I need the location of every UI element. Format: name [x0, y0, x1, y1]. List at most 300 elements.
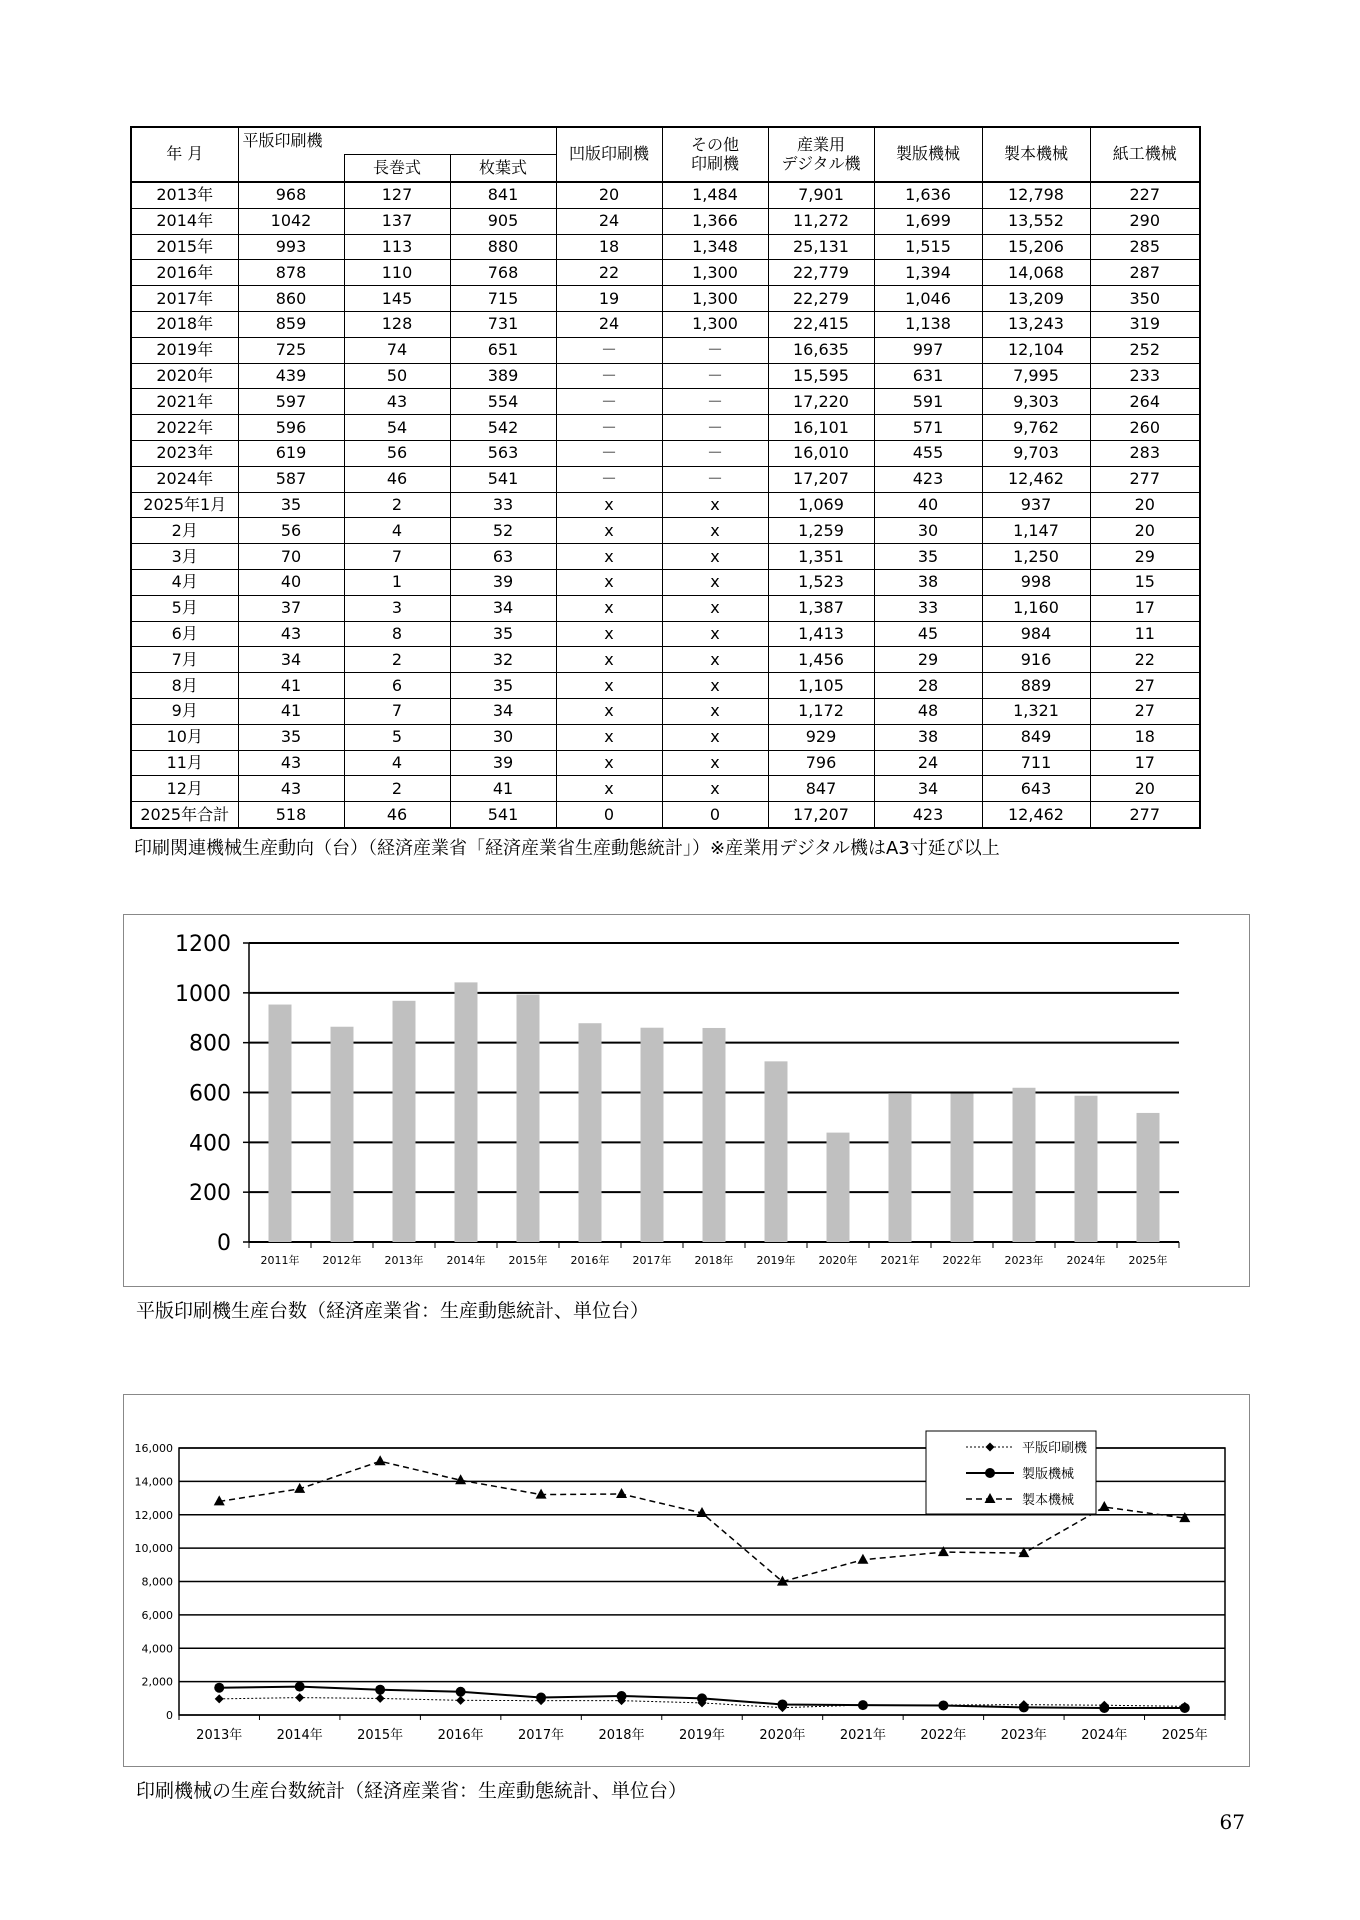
bar [455, 982, 478, 1242]
table-cell: 22 [556, 260, 662, 286]
table-cell: 34 [450, 698, 556, 724]
bar [765, 1061, 788, 1242]
table-cell: 1,259 [768, 518, 874, 544]
row-label: 2月 [131, 518, 238, 544]
table-row [131, 595, 1200, 621]
bar [269, 1005, 292, 1242]
row-label: 6月 [131, 621, 238, 647]
table-cell: 35 [874, 544, 982, 570]
x-tick-label: 2016年 [437, 1728, 484, 1743]
table-cell: 15 [1090, 569, 1200, 595]
table-cell: － [556, 415, 662, 441]
row-label: 8月 [131, 673, 238, 699]
table-row [131, 389, 1200, 415]
table-cell: 40 [874, 492, 982, 518]
table-cell: 43 [238, 750, 344, 776]
table-cell: x [662, 776, 768, 802]
table-cell: 929 [768, 724, 874, 750]
series-point [375, 1455, 386, 1465]
table-cell: 22 [1090, 647, 1200, 673]
legend-marker [985, 1468, 995, 1478]
table-cell: x [556, 698, 662, 724]
table-cell: 43 [238, 776, 344, 802]
table-cell: 3 [344, 595, 450, 621]
legend-label: 製版機械 [1022, 1467, 1075, 1482]
table-cell: 63 [450, 544, 556, 570]
series-point [857, 1554, 868, 1564]
table-cell: 518 [238, 802, 344, 828]
table-cell: 878 [238, 260, 344, 286]
x-tick-label: 2019年 [678, 1728, 726, 1743]
table-cell: 29 [874, 647, 982, 673]
table-cell: 48 [874, 698, 982, 724]
table-cell: 2 [344, 776, 450, 802]
table-cell: － [662, 389, 768, 415]
header-platemaking: 製版機械 [874, 127, 982, 182]
table-cell: 731 [450, 311, 556, 337]
table-cell: 17 [1090, 750, 1200, 776]
x-tick-label: 2015年 [357, 1728, 404, 1743]
table-cell: 20 [1090, 492, 1200, 518]
table-cell: 796 [768, 750, 874, 776]
table-cell: 17,220 [768, 389, 874, 415]
table-cell: x [662, 673, 768, 699]
table-cell: 56 [238, 518, 344, 544]
y-tick-label: 800 [189, 1031, 231, 1057]
table-cell: 587 [238, 466, 344, 492]
table-cell: 20 [1090, 776, 1200, 802]
table-cell: － [662, 363, 768, 389]
table-cell: 46 [344, 802, 450, 828]
table-cell: 0 [662, 802, 768, 828]
table-cell: 423 [874, 466, 982, 492]
table-cell: 7,901 [768, 182, 874, 208]
table-cell: 5 [344, 724, 450, 750]
row-label: 2023年 [131, 440, 238, 466]
table-cell: x [662, 698, 768, 724]
table-cell: 33 [450, 492, 556, 518]
table-cell: 4 [344, 750, 450, 776]
row-label: 2022年 [131, 415, 238, 441]
y-tick-label: 2,000 [141, 1675, 173, 1689]
table-cell: 30 [874, 518, 982, 544]
header-offset-total [238, 155, 344, 183]
table-cell: 128 [344, 311, 450, 337]
table-cell: 33 [874, 595, 982, 621]
table-cell: 46 [344, 466, 450, 492]
table-cell: x [556, 492, 662, 518]
table-cell: 28 [874, 673, 982, 699]
table-cell: 631 [874, 363, 982, 389]
table-cell: 1,300 [662, 311, 768, 337]
x-tick-label: 2023年 [1000, 1728, 1047, 1743]
table-cell: 1,250 [982, 544, 1090, 570]
series-point [697, 1693, 707, 1703]
table-cell: 1,351 [768, 544, 874, 570]
table-cell: x [556, 724, 662, 750]
table-cell: 37 [238, 595, 344, 621]
table-cell: 20 [1090, 518, 1200, 544]
y-tick-label: 200 [189, 1181, 231, 1207]
row-label: 9月 [131, 698, 238, 724]
x-tick-label: 2017年 [518, 1728, 565, 1743]
series-point [1099, 1703, 1109, 1713]
table-cell: 35 [450, 621, 556, 647]
x-tick-label: 2018年 [598, 1728, 645, 1743]
table-cell: x [556, 750, 662, 776]
series-point [1019, 1702, 1029, 1712]
table-cell: 20 [556, 182, 662, 208]
table-cell: 41 [238, 698, 344, 724]
table-cell: 1,699 [874, 208, 982, 234]
y-tick-label: 0 [217, 1231, 231, 1256]
table-cell: － [556, 389, 662, 415]
table-cell: － [556, 440, 662, 466]
bar [1137, 1113, 1160, 1242]
header-offset-span [344, 127, 556, 155]
x-tick-label: 2021年 [880, 1254, 920, 1267]
header-other: その他 印刷機 [662, 127, 768, 182]
table-cell: 350 [1090, 286, 1200, 312]
table-cell: 9,303 [982, 389, 1090, 415]
table-cell: x [662, 544, 768, 570]
row-label: 2016年 [131, 260, 238, 286]
table-cell: 252 [1090, 337, 1200, 363]
table-row [131, 466, 1200, 492]
table-cell: 17,207 [768, 802, 874, 828]
table-row [131, 802, 1200, 828]
series-point [214, 1683, 224, 1693]
table-cell: 1 [344, 569, 450, 595]
series-point [616, 1488, 627, 1498]
row-label: 5月 [131, 595, 238, 621]
table-cell: 24 [556, 208, 662, 234]
table-cell: 711 [982, 750, 1090, 776]
table-cell: 8 [344, 621, 450, 647]
header-gravure: 凹版印刷機 [556, 127, 662, 182]
x-tick-label: 2016年 [570, 1254, 610, 1267]
table-row [131, 415, 1200, 441]
series-point [456, 1696, 465, 1705]
table-row [131, 518, 1200, 544]
table-cell: 591 [874, 389, 982, 415]
table-cell: 41 [450, 776, 556, 802]
table-cell: 29 [1090, 544, 1200, 570]
series-point [1099, 1501, 1110, 1511]
table-cell: 1,069 [768, 492, 874, 518]
table-cell: 17,207 [768, 466, 874, 492]
x-tick-label: 2013年 [196, 1728, 243, 1743]
table-cell: 15,206 [982, 234, 1090, 260]
table-row [131, 647, 1200, 673]
row-label: 2021年 [131, 389, 238, 415]
table-cell: 34 [450, 595, 556, 621]
row-label: 2018年 [131, 311, 238, 337]
table-cell: 571 [874, 415, 982, 441]
table-cell: 16,101 [768, 415, 874, 441]
table-cell: 113 [344, 234, 450, 260]
table-cell: 643 [982, 776, 1090, 802]
table-cell: 19 [556, 286, 662, 312]
table-cell: 937 [982, 492, 1090, 518]
table-cell: 768 [450, 260, 556, 286]
table-cell: 43 [344, 389, 450, 415]
row-label: 2015年 [131, 234, 238, 260]
table-cell: 1,300 [662, 260, 768, 286]
series-point [295, 1693, 304, 1702]
table-cell: 25,131 [768, 234, 874, 260]
table-cell: 563 [450, 440, 556, 466]
table-cell: 13,243 [982, 311, 1090, 337]
table-cell: 1,172 [768, 698, 874, 724]
table-cell: 997 [874, 337, 982, 363]
y-tick-label: 1000 [175, 981, 231, 1007]
table-cell: 38 [874, 724, 982, 750]
table-cell: － [556, 363, 662, 389]
x-tick-label: 2014年 [276, 1728, 323, 1743]
table-cell: 24 [874, 750, 982, 776]
table-cell: x [662, 595, 768, 621]
table-caption: 印刷関連機械生産動向（台）（経済産業省「経済産業省生産動態統計」）※産業用デジタル機はA3寸延び以上 [134, 838, 1000, 859]
x-tick-label: 2011年 [260, 1254, 300, 1267]
x-tick-label: 2017年 [632, 1254, 672, 1267]
row-label: 2025年合計 [131, 802, 238, 828]
row-label: 2020年 [131, 363, 238, 389]
table-row [131, 182, 1200, 208]
table-cell: 32 [450, 647, 556, 673]
table-cell: 1,387 [768, 595, 874, 621]
table-cell: 715 [450, 286, 556, 312]
table-cell: 22,279 [768, 286, 874, 312]
table-cell: 13,552 [982, 208, 1090, 234]
series-point [215, 1694, 224, 1703]
table-cell: 841 [450, 182, 556, 208]
table-cell: 285 [1090, 234, 1200, 260]
row-label: 2014年 [131, 208, 238, 234]
table-cell: 277 [1090, 466, 1200, 492]
table-cell: 50 [344, 363, 450, 389]
table-cell: 15,595 [768, 363, 874, 389]
table-cell: 1,394 [874, 260, 982, 286]
legend-label: 製本機械 [1022, 1493, 1075, 1508]
table-cell: 455 [874, 440, 982, 466]
table-cell: 968 [238, 182, 344, 208]
table-cell: 541 [450, 466, 556, 492]
table-row [131, 286, 1200, 312]
table-row [131, 208, 1200, 234]
table-cell: 11 [1090, 621, 1200, 647]
table-cell: 22,415 [768, 311, 874, 337]
table-cell: 596 [238, 415, 344, 441]
y-tick-label: 6,000 [141, 1608, 173, 1622]
table-cell: 39 [450, 569, 556, 595]
bar-chart-frame [123, 914, 1250, 1287]
table-cell: 2 [344, 492, 450, 518]
x-tick-label: 2013年 [384, 1254, 424, 1267]
table-cell: 849 [982, 724, 1090, 750]
table-cell: 233 [1090, 363, 1200, 389]
table-cell: 18 [1090, 724, 1200, 750]
header-converting: 紙工機械 [1090, 127, 1200, 182]
table-cell: 27 [1090, 698, 1200, 724]
header-offset: 平版印刷機 [238, 127, 344, 155]
row-label: 2013年 [131, 182, 238, 208]
y-tick-label: 0 [166, 1709, 173, 1722]
y-tick-label: 400 [189, 1131, 231, 1157]
table-cell: 27 [1090, 673, 1200, 699]
table-cell: 18 [556, 234, 662, 260]
x-tick-label: 2014年 [446, 1254, 486, 1267]
table-cell: 860 [238, 286, 344, 312]
bar [393, 1001, 416, 1242]
table-cell: 11,272 [768, 208, 874, 234]
table-cell: － [556, 466, 662, 492]
table-row [131, 621, 1200, 647]
table-cell: － [662, 415, 768, 441]
table-cell: x [662, 621, 768, 647]
series-point [1180, 1703, 1190, 1713]
table-cell: 998 [982, 569, 1090, 595]
table-cell: － [556, 337, 662, 363]
table-row [131, 544, 1200, 570]
table-cell: 1,366 [662, 208, 768, 234]
series-point [777, 1699, 787, 1709]
table-cell: 30 [450, 724, 556, 750]
table-cell: 541 [450, 802, 556, 828]
x-tick-label: 2012年 [322, 1254, 362, 1267]
row-label: 2025年1月 [131, 492, 238, 518]
page-number: 67 [1219, 1810, 1245, 1834]
table-cell: 916 [982, 647, 1090, 673]
table-cell: 1,300 [662, 286, 768, 312]
table-cell: 283 [1090, 440, 1200, 466]
table-cell: x [556, 544, 662, 570]
x-tick-label: 2021年 [839, 1728, 886, 1743]
production-table [130, 126, 1201, 829]
y-tick-label: 12,000 [134, 1508, 173, 1522]
row-label: 3月 [131, 544, 238, 570]
table-cell: x [662, 518, 768, 544]
table-cell: 70 [238, 544, 344, 570]
table-cell: 880 [450, 234, 556, 260]
table-cell: 0 [556, 802, 662, 828]
row-label: 2019年 [131, 337, 238, 363]
table-cell: 7,995 [982, 363, 1090, 389]
table-cell: 542 [450, 415, 556, 441]
table-cell: 651 [450, 337, 556, 363]
table-cell: 859 [238, 311, 344, 337]
table-cell: x [556, 647, 662, 673]
table-cell: x [662, 750, 768, 776]
table-cell: 12,798 [982, 182, 1090, 208]
table-cell: 12,462 [982, 802, 1090, 828]
table-cell: x [556, 518, 662, 544]
x-tick-label: 2015年 [508, 1254, 548, 1267]
table-cell: 145 [344, 286, 450, 312]
x-tick-label: 2025年 [1128, 1254, 1168, 1267]
x-tick-label: 2019年 [756, 1254, 796, 1267]
table-cell: 1,456 [768, 647, 874, 673]
table-cell: 984 [982, 621, 1090, 647]
y-tick-label: 8,000 [141, 1575, 173, 1589]
table-body [131, 182, 1200, 828]
table-cell: 35 [238, 492, 344, 518]
table-cell: 1,484 [662, 182, 768, 208]
series-point [376, 1694, 385, 1703]
table-cell: 14,068 [982, 260, 1090, 286]
y-tick-label: 16,000 [134, 1442, 173, 1455]
row-label: 2024年 [131, 466, 238, 492]
header-web: 長巻式 [344, 155, 450, 183]
line-chart [124, 1395, 1249, 1766]
table-cell: 9,703 [982, 440, 1090, 466]
bar [889, 1093, 912, 1242]
table-cell: 1,636 [874, 182, 982, 208]
table-cell: 16,635 [768, 337, 874, 363]
table-cell: 6 [344, 673, 450, 699]
table-cell: 1,515 [874, 234, 982, 260]
table-cell: 290 [1090, 208, 1200, 234]
bar [703, 1028, 726, 1242]
table-cell: 13,209 [982, 286, 1090, 312]
series-point [295, 1682, 305, 1692]
table-cell: － [662, 337, 768, 363]
x-tick-label: 2025年 [1161, 1728, 1208, 1743]
y-tick-label: 1200 [175, 932, 231, 957]
row-label: 10月 [131, 724, 238, 750]
x-tick-label: 2022年 [942, 1254, 982, 1267]
table-cell: 993 [238, 234, 344, 260]
row-label: 11月 [131, 750, 238, 776]
table-cell: 34 [238, 647, 344, 673]
table-cell: 7 [344, 698, 450, 724]
table-cell: 227 [1090, 182, 1200, 208]
table-cell: 12,462 [982, 466, 1090, 492]
table-cell: 287 [1090, 260, 1200, 286]
table-cell: 1,523 [768, 569, 874, 595]
x-tick-label: 2024年 [1081, 1728, 1128, 1743]
table-cell: 439 [238, 363, 344, 389]
bar [579, 1023, 602, 1242]
table-row [131, 260, 1200, 286]
table-cell: 889 [982, 673, 1090, 699]
table-cell: 45 [874, 621, 982, 647]
table-cell: 554 [450, 389, 556, 415]
line-chart-frame [123, 1394, 1250, 1767]
table-cell: 1042 [238, 208, 344, 234]
table-cell: 4 [344, 518, 450, 544]
x-tick-label: 2022年 [920, 1728, 967, 1743]
header-binding: 製本機械 [982, 127, 1090, 182]
table-cell: 1,413 [768, 621, 874, 647]
table-cell: x [556, 776, 662, 802]
table-row [131, 569, 1200, 595]
row-label: 4月 [131, 569, 238, 595]
table-row [131, 776, 1200, 802]
table-cell: 52 [450, 518, 556, 544]
table-cell: 725 [238, 337, 344, 363]
table-row [131, 311, 1200, 337]
table-cell: 24 [556, 311, 662, 337]
y-tick-label: 14,000 [134, 1475, 173, 1489]
table-cell: x [662, 724, 768, 750]
table-row [131, 440, 1200, 466]
table-cell: 847 [768, 776, 874, 802]
series-point [536, 1693, 546, 1703]
x-tick-label: 2020年 [818, 1254, 858, 1267]
y-tick-label: 10,000 [134, 1542, 173, 1556]
table-cell: 34 [874, 776, 982, 802]
